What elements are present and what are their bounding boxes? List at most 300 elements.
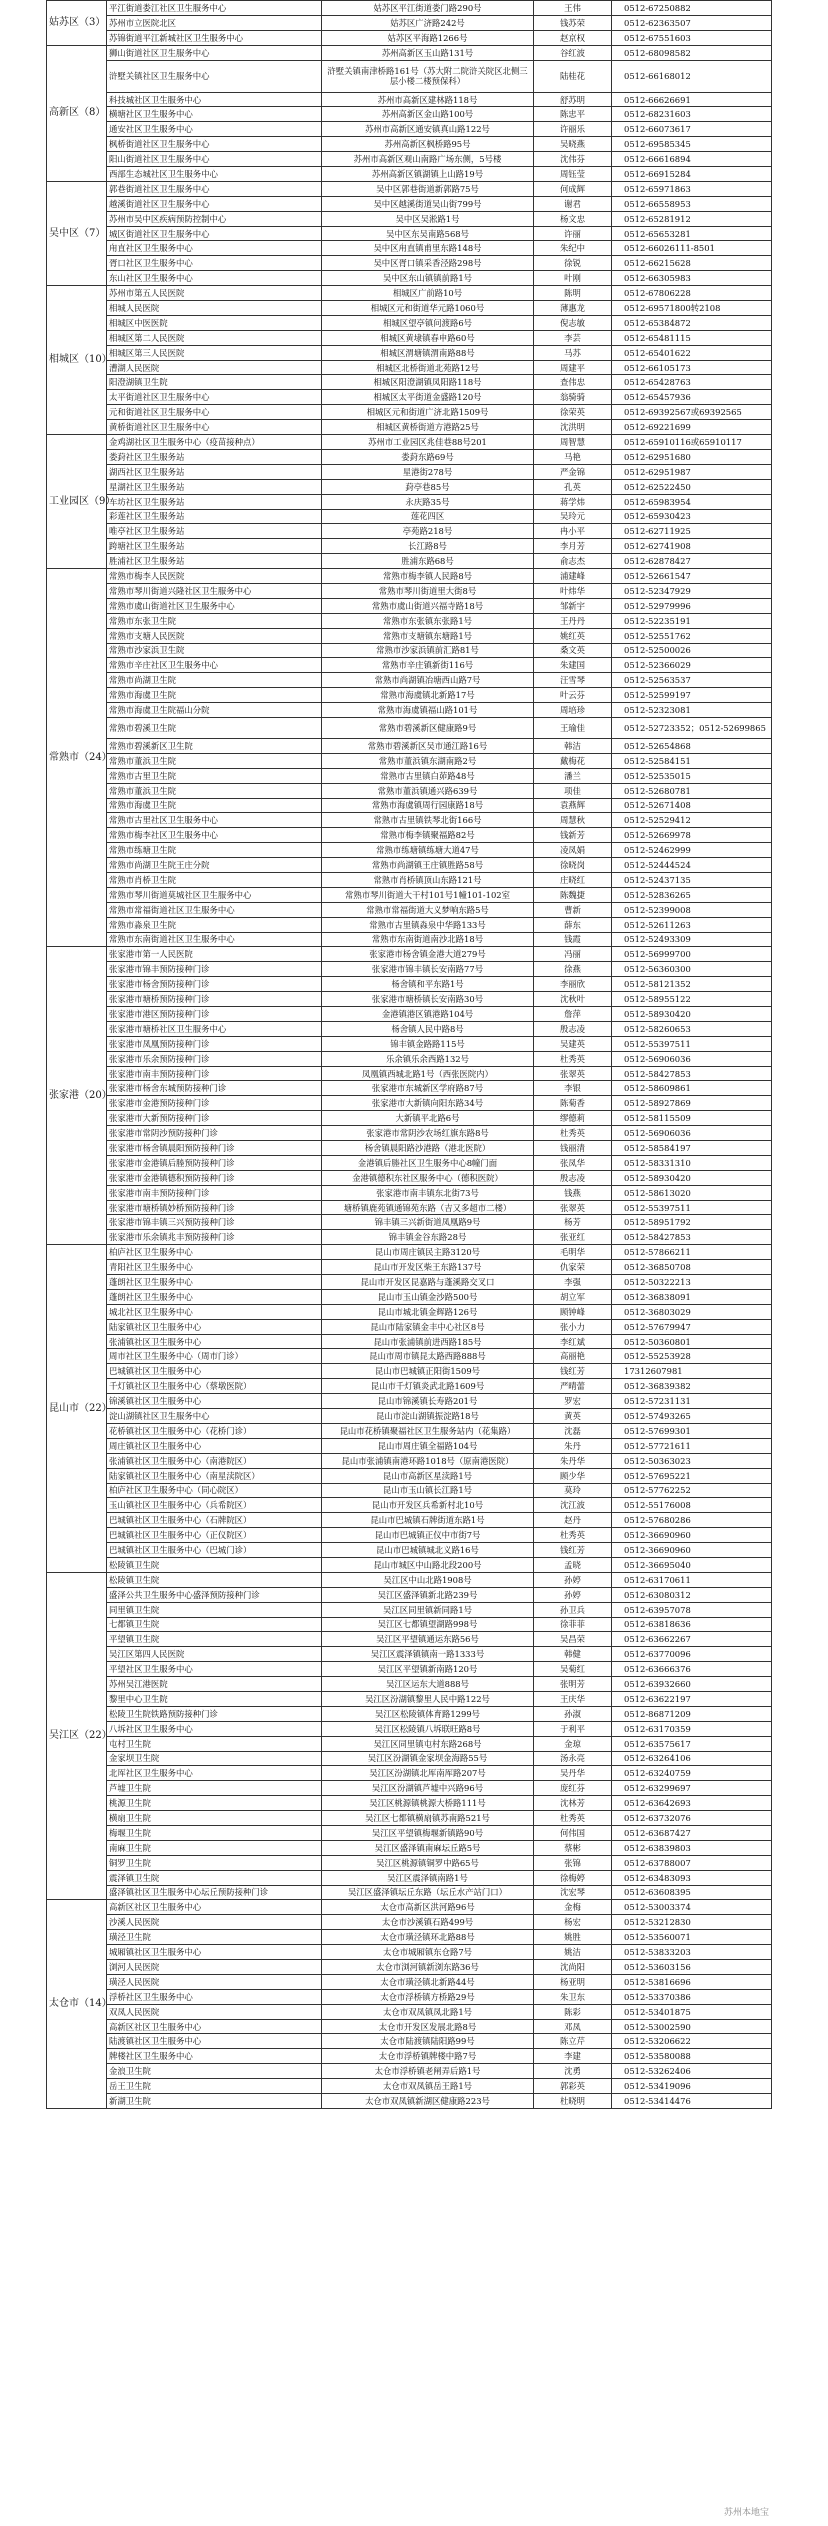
contact-cell: 翁骑骑 [534,390,612,405]
address-cell: 吴中区郭巷街道新郭路75号 [322,181,534,196]
institution-cell: 北厍社区卫生服务中心 [107,1766,322,1781]
institution-cell: 常熟市海虞卫生院 [107,688,322,703]
table-row [47,405,772,420]
institution-cell: 柏庐社区卫生服务中心 [107,1245,322,1260]
table-row [47,122,772,137]
table-row [47,828,772,843]
contact-cell: 徐荣英 [534,405,612,420]
contact-cell: 沈伟芬 [534,152,612,167]
contact-cell: 沈秋叶 [534,992,612,1007]
phone-cell: 0512-65653281 [612,226,772,241]
table-row [47,1721,772,1736]
table-row [47,1930,772,1945]
institution-cell: 通安社区卫生服务中心 [107,122,322,137]
contact-cell: 张小力 [534,1319,612,1334]
table-row [47,286,772,301]
address-cell: 吴江区桃源镇铜罗中路65号 [322,1855,534,1870]
contact-cell: 罗宏 [534,1394,612,1409]
phone-cell: 0512-52535015 [612,768,772,783]
table-row [47,977,772,992]
table-row [47,1170,772,1185]
phone-cell: 0512-58609861 [612,1081,772,1096]
phone-cell: 0512-66105173 [612,360,772,375]
table-row [47,917,772,932]
phone-cell: 0512-52529412 [612,813,772,828]
phone-cell: 0512-57680286 [612,1513,772,1528]
address-cell: 昆山市周市镇昆太路西路888号 [322,1349,534,1364]
table-row [47,1632,772,1647]
contact-cell: 姚洁 [534,1945,612,1960]
address-cell: 凤凰镇西城北路1号（西张医院内） [322,1066,534,1081]
phone-cell: 0512-63264106 [612,1751,772,1766]
phone-cell: 0512-52563537 [612,673,772,688]
institution-cell: 同里镇卫生院 [107,1602,322,1617]
table-row [47,2019,772,2034]
address-cell: 太仓市璜泾镇环北路88号 [322,1930,534,1945]
phone-cell: 0512-62951680 [612,449,772,464]
contact-cell: 韩洁 [534,738,612,753]
table-row [47,464,772,479]
contact-cell: 朱纪中 [534,241,612,256]
address-cell: 昆山市巴城镇城北义路16号 [322,1543,534,1558]
phone-cell: 0512-63575617 [612,1736,772,1751]
contact-cell: 马艳 [534,449,612,464]
contact-cell: 钱燕 [534,1185,612,1200]
address-cell: 吴中区胥口镇采香泾路298号 [322,256,534,271]
table-row [47,1185,772,1200]
institution-cell: 城厢镇社区卫生服务中心 [107,1945,322,1960]
contact-cell: 韩健 [534,1647,612,1662]
institution-cell: 常熟市辛庄社区卫生服务中心 [107,658,322,673]
watermark: 苏州本地宝 [724,2508,770,2518]
address-cell: 昆山市城区中山路北段200号 [322,1557,534,1572]
table-row [47,858,772,873]
contact-cell: 冉小平 [534,524,612,539]
table-row [47,2064,772,2079]
table-row [47,1438,772,1453]
institution-cell: 太平街道社区卫生服务中心 [107,390,322,405]
phone-cell: 17312607981 [612,1364,772,1379]
phone-cell: 0512-36690960 [612,1543,772,1558]
phone-cell: 0512-55253928 [612,1349,772,1364]
phone-cell: 0512-66026111-8501 [612,241,772,256]
contact-cell: 戴梅花 [534,753,612,768]
phone-cell: 0512-63642693 [612,1796,772,1811]
institution-cell: 郭巷街道社区卫生服务中心 [107,181,322,196]
institution-cell: 松陵镇卫生院 [107,1572,322,1587]
table-row [47,479,772,494]
contact-cell: 李银 [534,1081,612,1096]
address-cell: 杨舍镇人民中路8号 [322,1021,534,1036]
address-cell: 常熟市肖桥镇顶山东路121号 [322,872,534,887]
contact-cell: 吴玲元 [534,509,612,524]
address-cell: 吴江区松陵镇体育路1299号 [322,1706,534,1721]
institution-cell: 常熟市琴川街道兴隆社区卫生服务中心 [107,583,322,598]
address-cell: 太仓市沙溪镇石路499号 [322,1915,534,1930]
address-cell: 吴江区汾湖镇芦墟中兴路96号 [322,1781,534,1796]
contact-cell: 殷志凌 [534,1170,612,1185]
phone-cell: 0512-53833203 [612,1945,772,1960]
address-cell: 常熟市梅李镇聚福路82号 [322,828,534,843]
phone-cell: 0512-56360300 [612,962,772,977]
institution-cell: 阳澄湖镇卫生院 [107,375,322,390]
table-row [47,435,772,450]
contact-cell: 孔英 [534,479,612,494]
table-row [47,1423,772,1438]
phone-cell: 0512-65481115 [612,330,772,345]
contact-cell: 倪志敏 [534,315,612,330]
phone-cell: 0512-67551603 [612,30,772,45]
table-row [47,390,772,405]
phone-cell: 0512-52671408 [612,798,772,813]
phone-cell: 0512-53816696 [612,1974,772,1989]
institution-cell: 平江街道娄江社区卫生服务中心 [107,1,322,16]
address-cell: 苏州市高新区建林路118号 [322,92,534,107]
institution-cell: 张家港市塘桥社区卫生服务中心 [107,1021,322,1036]
address-cell: 昆山市开发区兵希新村北10号 [322,1498,534,1513]
region-cell: 常熟市（24） [47,569,107,947]
table-row [47,992,772,1007]
institution-cell: 阳山街道社区卫生服务中心 [107,152,322,167]
contact-cell: 俞志杰 [534,554,612,569]
institution-cell: 常熟市琴川街道莫城社区卫生服务中心 [107,887,322,902]
institution-cell: 横塘社区卫生服务中心 [107,107,322,122]
phone-cell: 0512-52584151 [612,753,772,768]
phone-cell: 0512-57493265 [612,1409,772,1424]
contact-cell: 王伟 [534,1,612,16]
institution-cell: 甪直社区卫生服务中心 [107,241,322,256]
phone-cell: 0512-57762252 [612,1483,772,1498]
table-row [47,524,772,539]
address-cell: 常熟市古里镇淼泉中华路133号 [322,917,534,932]
address-cell: 吴江区松陵镇八坼联旺路8号 [322,1721,534,1736]
contact-cell: 徐菲菲 [534,1617,612,1632]
institution-cell: 桃源卫生院 [107,1796,322,1811]
table-row [47,902,772,917]
institution-cell: 千灯镇社区卫生服务中心（蔡墩医院） [107,1379,322,1394]
contact-cell: 邓凤 [534,2019,612,2034]
institution-cell: 常熟市常福街道社区卫生服务中心 [107,902,322,917]
institution-cell: 屯村卫生院 [107,1736,322,1751]
table-row [47,539,772,554]
address-cell: 常熟市支塘镇东塘路1号 [322,628,534,643]
table-row [47,1066,772,1081]
address-cell: 常熟市琴川街道里大街8号 [322,583,534,598]
contact-cell: 孙淑 [534,1706,612,1721]
region-cell: 相城区（10） [47,286,107,435]
phone-cell: 0512-50360801 [612,1334,772,1349]
contact-cell: 邹新宇 [534,598,612,613]
contact-cell: 钱丽清 [534,1141,612,1156]
table-row [47,1349,772,1364]
phone-cell: 0512-58955122 [612,992,772,1007]
phone-cell: 0512-52366029 [612,658,772,673]
phone-cell: 0512-58930420 [612,1170,772,1185]
institution-cell: 张家港市杨舍镇晨阳预防接种门诊 [107,1141,322,1156]
contact-cell: 汤永亮 [534,1751,612,1766]
table-row [47,658,772,673]
address-cell: 苏州高新区金山路100号 [322,107,534,122]
address-cell: 苏州高新区枫桥路95号 [322,137,534,152]
phone-cell: 0512-52599197 [612,688,772,703]
contact-cell: 吴菊红 [534,1662,612,1677]
table-row [47,872,772,887]
address-cell: 莲花四区 [322,509,534,524]
address-cell: 常熟市虞山街道兴福寺路18号 [322,598,534,613]
address-cell: 昆山市陆家镇金丰中心社区8号 [322,1319,534,1334]
table-row [47,509,772,524]
address-cell: 昆山市开发区柴王东路137号 [322,1260,534,1275]
institution-cell: 巴城镇社区卫生服务中心 [107,1364,322,1379]
phone-cell: 0512-86871209 [612,1706,772,1721]
table-row [47,271,772,286]
address-cell: 常熟市东张镇东张路1号 [322,613,534,628]
table-row [47,152,772,167]
phone-cell: 0512-68231603 [612,107,772,122]
contact-cell: 李芸 [534,330,612,345]
contact-cell: 叶刚 [534,271,612,286]
institution-cell: 巴城镇社区卫生服务中心（石牌院区） [107,1513,322,1528]
contact-cell: 张亚红 [534,1230,612,1245]
phone-cell: 0512-52347929 [612,583,772,598]
table-row [47,2079,772,2094]
table-row [47,1989,772,2004]
institution-cell: 科技城社区卫生服务中心 [107,92,322,107]
address-cell: 昆山市玉山镇金沙路500号 [322,1289,534,1304]
institution-cell: 城北社区卫生服务中心 [107,1304,322,1319]
phone-cell: 0512-36803029 [612,1304,772,1319]
institution-cell: 巴城镇社区卫生服务中心（巴城门诊） [107,1543,322,1558]
contact-cell: 朱建国 [534,658,612,673]
contact-cell: 冯丽 [534,947,612,962]
contact-cell: 庄晓红 [534,872,612,887]
table-row [47,1155,772,1170]
phone-cell: 0512-68098582 [612,45,772,60]
contact-cell: 朱丹华 [534,1453,612,1468]
contact-cell: 张翠英 [534,1066,612,1081]
institution-cell: 张家港市塘桥预防接种门诊 [107,992,322,1007]
address-cell: 吴江区平望镇通运东路56号 [322,1632,534,1647]
institution-cell: 常熟市淼泉卫生院 [107,917,322,932]
table-row [47,1096,772,1111]
institution-cell: 南麻卫生院 [107,1840,322,1855]
table-row [47,1498,772,1513]
phone-cell: 0512-62741908 [612,539,772,554]
address-cell: 锦丰镇金路路115号 [322,1036,534,1051]
institution-cell: 张家港市乐余镇兆丰预防接种门诊 [107,1230,322,1245]
institution-cell: 张家港市杨舍东城预防接种门诊 [107,1081,322,1096]
phone-cell: 0512-53560071 [612,1930,772,1945]
phone-cell: 0512-65401622 [612,345,772,360]
table-row [47,1126,772,1141]
table-row [47,1364,772,1379]
address-cell: 昆山市锦溪镇长寿路201号 [322,1394,534,1409]
institution-cell: 锦溪镇社区卫生服务中心 [107,1394,322,1409]
contact-cell: 李建 [534,2049,612,2064]
table-row [47,1602,772,1617]
table-row [47,887,772,902]
contact-cell: 周慧秋 [534,813,612,828]
institution-cell: 张家港市南丰预防接种门诊 [107,1185,322,1200]
contact-cell: 孙婷 [534,1572,612,1587]
phone-cell: 0512-58121352 [612,977,772,992]
contact-cell: 陈彩 [534,2004,612,2019]
address-cell: 相城区黄埭镇春申路60号 [322,330,534,345]
institution-cell: 常熟市董浜卫生院 [107,753,322,768]
phone-cell: 0512-66073617 [612,122,772,137]
table-row [47,181,772,196]
institution-cell: 高新区社区卫生服务中心 [107,2019,322,2034]
institution-cell: 张家港市乐余预防接种门诊 [107,1051,322,1066]
institution-cell: 黎里中心卫生院 [107,1691,322,1706]
table-row [47,1811,772,1826]
phone-cell: 0512-57231131 [612,1394,772,1409]
institution-cell: 张家港市常阴沙预防接种门诊 [107,1126,322,1141]
address-cell: 吴江区震泽镇南路1号 [322,1870,534,1885]
phone-cell: 0512-66168012 [612,60,772,92]
address-cell: 昆山市巴城镇正仪中市街7号 [322,1528,534,1543]
phone-cell: 0512-63687427 [612,1825,772,1840]
table-row [47,92,772,107]
institution-cell: 浏河人民医院 [107,1960,322,1975]
phone-cell: 0512-55397511 [612,1036,772,1051]
phone-cell: 0512-52235191 [612,613,772,628]
table-row [47,768,772,783]
address-cell: 昆山市高新区星渎路1号 [322,1468,534,1483]
table-row [47,738,772,753]
contact-cell: 周智慧 [534,435,612,450]
table-row [47,137,772,152]
site-table [46,0,772,2109]
phone-cell: 0512-65910116或65910117 [612,435,772,450]
phone-cell: 0512-53206622 [612,2034,772,2049]
contact-cell: 徐燕 [534,962,612,977]
contact-cell: 沈磊 [534,1423,612,1438]
address-cell: 苏州市工业园区兆佳巷88号201 [322,435,534,450]
institution-cell: 娄葑社区卫生服务站 [107,449,322,464]
contact-cell: 杜秀英 [534,1811,612,1826]
address-cell: 张家港市塘桥镇长安南路30号 [322,992,534,1007]
contact-cell: 严晴蕾 [534,1379,612,1394]
contact-cell: 吴昌荣 [534,1632,612,1647]
institution-cell: 黄桥街道社区卫生服务中心 [107,420,322,435]
contact-cell: 高丽艳 [534,1349,612,1364]
institution-cell: 张家港市锦丰预防接种门诊 [107,962,322,977]
institution-cell: 张家港市大新预防接种门诊 [107,1111,322,1126]
address-cell: 吴江区桃源镇桃源大桥路111号 [322,1796,534,1811]
contact-cell: 陆桂花 [534,60,612,92]
contact-cell: 孟晓 [534,1557,612,1572]
table-row [47,301,772,316]
contact-cell: 张翠英 [534,1200,612,1215]
contact-cell: 沈宏琴 [534,1885,612,1900]
contact-cell: 袁燕辉 [534,798,612,813]
table-row [47,196,772,211]
institution-cell: 浮桥社区卫生服务中心 [107,1989,322,2004]
phone-cell: 0512-58331310 [612,1155,772,1170]
region-cell: 姑苏区（3） [47,1,107,46]
contact-cell: 吴丹华 [534,1766,612,1781]
table-row [47,613,772,628]
institution-cell: 张家港市金港镇德积预防接种门诊 [107,1170,322,1185]
phone-cell: 0512-58260653 [612,1021,772,1036]
table-row [47,673,772,688]
phone-cell: 0512-53370386 [612,1989,772,2004]
contact-cell: 陈立芹 [534,2034,612,2049]
contact-cell: 陈菊香 [534,1096,612,1111]
institution-cell: 松陵卫生院铁路预防接种门诊 [107,1706,322,1721]
table-row [47,1275,772,1290]
table-row [47,2034,772,2049]
address-cell: 太仓市城厢镇东仓路7号 [322,1945,534,1960]
table-row [47,420,772,435]
phone-cell: 0512-57695221 [612,1468,772,1483]
phone-cell: 0512-52462999 [612,843,772,858]
phone-cell: 0512-69221699 [612,420,772,435]
table-row [47,1766,772,1781]
contact-cell: 殷志凌 [534,1021,612,1036]
contact-cell: 赵丹 [534,1513,612,1528]
contact-cell: 钱红芳 [534,1364,612,1379]
phone-cell: 0512-63788007 [612,1855,772,1870]
table-row [47,2049,772,2064]
table-row [47,1483,772,1498]
institution-cell: 张家港市南丰预防接种门诊 [107,1066,322,1081]
contact-cell: 汪雪琴 [534,673,612,688]
institution-cell: 新湖卫生院 [107,2094,322,2109]
region-cell: 太仓市（14） [47,1900,107,2108]
table-row [47,1379,772,1394]
address-cell: 相城区北桥街道北苑路12号 [322,360,534,375]
table-row [47,107,772,122]
institution-cell: 铜罗卫生院 [107,1855,322,1870]
phone-cell: 0512-65457936 [612,390,772,405]
table-row [47,1572,772,1587]
phone-cell: 0512-36838091 [612,1289,772,1304]
institution-cell: 唯亭社区卫生服务站 [107,524,322,539]
contact-cell: 姚红英 [534,628,612,643]
institution-cell: 狮山街道社区卫生服务中心 [107,45,322,60]
contact-cell: 薛东 [534,917,612,932]
phone-cell: 0512-50363023 [612,1453,772,1468]
address-cell: 相城区望亭镇问渡路6号 [322,315,534,330]
contact-cell: 杜秀英 [534,1051,612,1066]
table-row [47,1557,772,1572]
address-cell: 吴江区汾湖镇黎里人民中路122号 [322,1691,534,1706]
institution-cell: 玉山镇社区卫生服务中心（兵希院区） [107,1498,322,1513]
region-cell: 张家港（20） [47,947,107,1245]
institution-cell: 周市社区卫生服务中心（周市门诊） [107,1349,322,1364]
phone-cell: 0512-66558953 [612,196,772,211]
table-row [47,1245,772,1260]
phone-cell: 0512-63770096 [612,1647,772,1662]
address-cell: 大新镇平北路6号 [322,1111,534,1126]
phone-cell: 0512-56906036 [612,1051,772,1066]
table-row [47,494,772,509]
contact-cell: 莫玲 [534,1483,612,1498]
table-row [47,703,772,718]
address-cell: 吴江区汾湖镇北厍南厍路207号 [322,1766,534,1781]
address-cell: 常熟市沙家浜镇前汇路81号 [322,643,534,658]
phone-cell: 0512-56999700 [612,947,772,962]
address-cell: 太仓市双凤镇新湖区健康路223号 [322,2094,534,2109]
table-row [47,598,772,613]
phone-cell: 0512-52661547 [612,569,772,584]
region-cell: 昆山市（22） [47,1245,107,1573]
institution-cell: 张浦镇社区卫生服务中心 [107,1334,322,1349]
address-cell: 相城区黄桥街道方港路25号 [322,420,534,435]
address-cell: 常熟市海虞镇北新路17号 [322,688,534,703]
